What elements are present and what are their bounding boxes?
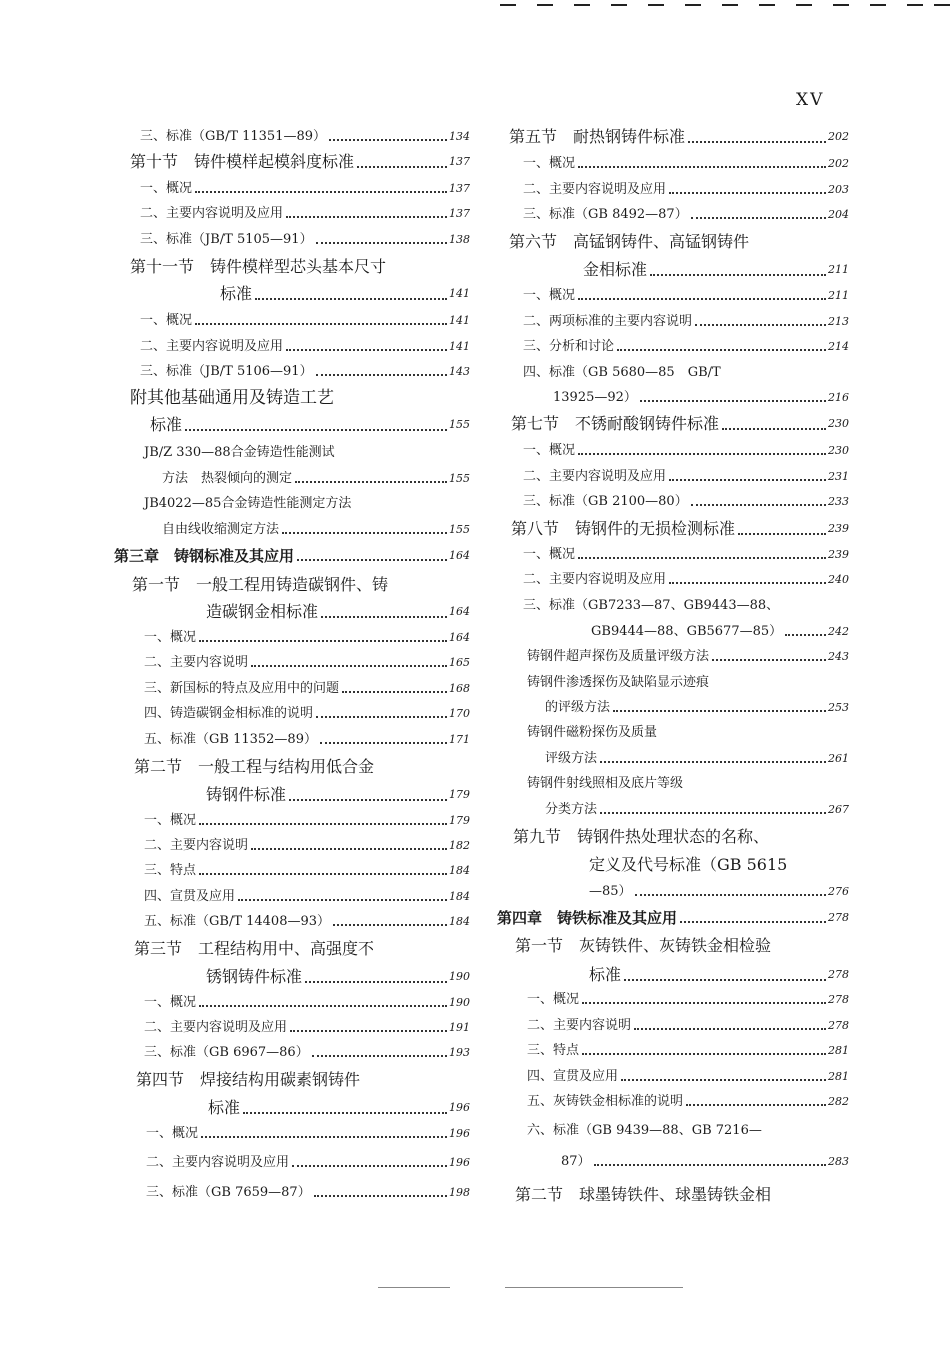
toc-entry[interactable]: 分类方法 267 bbox=[545, 802, 849, 817]
toc-entry[interactable]: 二、主要内容说明及应用 141 bbox=[140, 339, 470, 354]
toc-entry[interactable]: 三、分析和讨论 214 bbox=[523, 339, 849, 354]
top-border-dashes bbox=[500, 0, 950, 12]
toc-subitem-title: 六、标准（GB 9439—88、GB 7216— bbox=[527, 1123, 762, 1138]
toc-subitem-title: JB/Z 330—88合金铸造性能测试 bbox=[144, 445, 335, 460]
toc-entry[interactable]: 二、主要内容说明及应用 203 bbox=[523, 182, 849, 197]
toc-section-title: 第一节 灰铸铁件、灰铸铁金相检验 bbox=[515, 936, 772, 955]
toc-entry[interactable]: 四、铸造碳钢金相标准的说明 170 bbox=[144, 706, 470, 721]
toc-chapter[interactable]: 第三章 铸钢标准及其应用 164 bbox=[114, 547, 470, 565]
toc-section[interactable]: 锈钢铸件标准 190 bbox=[206, 967, 470, 986]
toc-entry[interactable]: 的评级方法 253 bbox=[545, 700, 849, 715]
toc-entry[interactable]: 评级方法 261 bbox=[545, 751, 849, 766]
toc-chapter[interactable]: 第四章 铸铁标准及其应用 278 bbox=[497, 909, 849, 927]
toc-entry[interactable]: 二、主要内容说明 165 bbox=[144, 655, 470, 670]
toc-entry[interactable]: 三、标准（GB 6967—86） 193 bbox=[144, 1045, 470, 1060]
toc-section[interactable]: 第五节 耐热钢铸件标准 202 bbox=[509, 127, 849, 146]
toc-entry[interactable]: 一、概况 239 bbox=[523, 547, 849, 562]
toc-subitem-title: 铸钢件渗透探伤及缺陷显示迹痕 bbox=[527, 675, 710, 690]
toc-section-title: 第一节 一般工程用铸造碳钢件、铸 bbox=[132, 575, 389, 594]
bottom-scan-mark bbox=[505, 1287, 683, 1288]
toc-section[interactable]: 金相标准 211 bbox=[583, 260, 849, 279]
toc-section-title: 第四节 焊接结构用碳素钢铸件 bbox=[136, 1070, 361, 1089]
toc-entry[interactable]: 三、标准（GB 7659—87） 198 bbox=[146, 1185, 470, 1200]
toc-entry[interactable]: 一、概况 137 bbox=[140, 181, 470, 196]
toc-entry[interactable]: 铸钢件超声探伤及质量评级方法 243 bbox=[527, 649, 849, 664]
toc-entry[interactable]: 三、标准（GB 8492—87） 204 bbox=[523, 207, 849, 222]
toc-entry[interactable]: 三、新国标的特点及应用中的问题 168 bbox=[144, 681, 470, 696]
toc-entry[interactable]: 二、主要内容说明及应用 137 bbox=[140, 206, 470, 221]
toc-section[interactable]: 标准 196 bbox=[208, 1098, 470, 1117]
toc-section[interactable]: 铸钢件标准 179 bbox=[206, 785, 470, 804]
toc-entry[interactable]: 五、标准（GB 11352—89） 171 bbox=[144, 732, 470, 747]
toc-appendix[interactable]: 标准 155 bbox=[150, 415, 470, 434]
toc-entry[interactable]: 二、主要内容说明及应用 196 bbox=[146, 1155, 470, 1170]
toc-section[interactable]: —85） 276 bbox=[589, 884, 849, 899]
toc-entry[interactable]: 87） 283 bbox=[561, 1154, 849, 1169]
toc-section-title: 第二节 球墨铸铁件、球墨铸铁金相 bbox=[515, 1185, 772, 1204]
toc-entry[interactable]: 二、两项标准的主要内容说明 213 bbox=[523, 314, 849, 329]
toc-entry[interactable]: 三、标准（GB/T 11351—89） 134 bbox=[140, 129, 470, 144]
toc-entry[interactable]: 一、概况 164 bbox=[144, 630, 470, 645]
toc-entry[interactable]: 一、概况 211 bbox=[523, 288, 849, 303]
toc-entry[interactable]: 方法 热裂倾向的测定 155 bbox=[162, 471, 470, 486]
toc-entry[interactable]: 四、宣贯及应用 281 bbox=[527, 1069, 849, 1084]
toc-subitem-title: 四、标准（GB 5680—85 GB/T bbox=[523, 365, 721, 380]
toc-entry[interactable]: 三、特点 281 bbox=[527, 1043, 849, 1058]
toc-entry[interactable]: 三、标准（GB 2100—80） 233 bbox=[523, 494, 849, 509]
toc-entry[interactable]: 一、概况 190 bbox=[144, 995, 470, 1010]
toc-subitem-title: 铸钢件射线照相及底片等级 bbox=[527, 776, 684, 791]
toc-entry[interactable]: 一、概况 278 bbox=[527, 992, 849, 1007]
toc-section[interactable]: 第七节 不锈耐酸钢铸件标准 230 bbox=[511, 414, 849, 433]
toc-entry[interactable]: 一、概况 202 bbox=[523, 156, 849, 171]
page-number: XV bbox=[796, 90, 825, 110]
toc-entry[interactable]: 二、主要内容说明 278 bbox=[527, 1018, 849, 1033]
toc-entry[interactable]: 二、主要内容说明及应用 240 bbox=[523, 572, 849, 587]
toc-section-title: 第十一节 铸件模样型芯头基本尺寸 bbox=[130, 257, 387, 276]
toc-entry[interactable]: 四、宣贯及应用 184 bbox=[144, 889, 470, 904]
toc-section-title: 第六节 高锰钢铸件、高锰钢铸件 bbox=[509, 232, 750, 251]
toc-entry[interactable]: 二、主要内容说明及应用 231 bbox=[523, 469, 849, 484]
toc-entry[interactable]: 一、概况 179 bbox=[144, 813, 470, 828]
toc-subitem-title: 铸钢件磁粉探伤及质量 bbox=[527, 725, 658, 740]
bottom-scan-mark bbox=[378, 1287, 450, 1288]
toc-section[interactable]: 造碳钢金相标准 164 bbox=[206, 602, 470, 621]
toc-subitem-title: JB4022—85合金铸造性能测定方法 bbox=[144, 496, 352, 511]
toc-entry[interactable]: 五、灰铸铁金相标准的说明 282 bbox=[527, 1094, 849, 1109]
toc-entry[interactable]: 五、标准（GB/T 14408—93） 184 bbox=[144, 914, 470, 929]
toc-section-title: 定义及代号标准（GB 5615 bbox=[589, 855, 788, 874]
toc-section-title: 第九节 铸钢件热处理状态的名称、 bbox=[513, 827, 770, 846]
toc-entry[interactable]: 二、主要内容说明及应用 191 bbox=[144, 1020, 470, 1035]
toc-entry[interactable]: 13925—92） 216 bbox=[553, 390, 849, 405]
toc-entry[interactable]: 一、概况 141 bbox=[140, 313, 470, 328]
toc-section[interactable]: 第八节 铸钢件的无损检测标准 239 bbox=[511, 519, 849, 538]
toc-appendix-title: 附其他基础通用及铸造工艺 bbox=[130, 388, 334, 408]
toc-subitem-title: 三、标准（GB7233—87、GB9443—88、 bbox=[523, 598, 780, 613]
toc-section[interactable]: 标准 278 bbox=[589, 965, 849, 984]
toc-section[interactable]: 第十节 铸件模样起模斜度标准 137 bbox=[130, 152, 470, 171]
toc-section-title: 第二节 一般工程与结构用低合金 bbox=[134, 757, 375, 776]
toc-entry[interactable]: 三、标准（JB/T 5105—91） 138 bbox=[140, 232, 470, 247]
toc-section[interactable]: 标准 141 bbox=[220, 284, 470, 303]
toc-entry[interactable]: 自由线收缩测定方法 155 bbox=[162, 522, 470, 537]
toc-entry[interactable]: 三、特点 184 bbox=[144, 863, 470, 878]
toc-entry[interactable]: 三、标准（JB/T 5106—91） 143 bbox=[140, 364, 470, 379]
toc-entry[interactable]: 一、概况 196 bbox=[146, 1126, 470, 1141]
toc-entry[interactable]: 二、主要内容说明 182 bbox=[144, 838, 470, 853]
toc-entry[interactable]: GB9444—88、GB5677—85） 242 bbox=[591, 624, 849, 639]
toc-entry[interactable]: 一、概况 230 bbox=[523, 443, 849, 458]
toc-section-title: 第三节 工程结构用中、高强度不 bbox=[134, 939, 375, 958]
